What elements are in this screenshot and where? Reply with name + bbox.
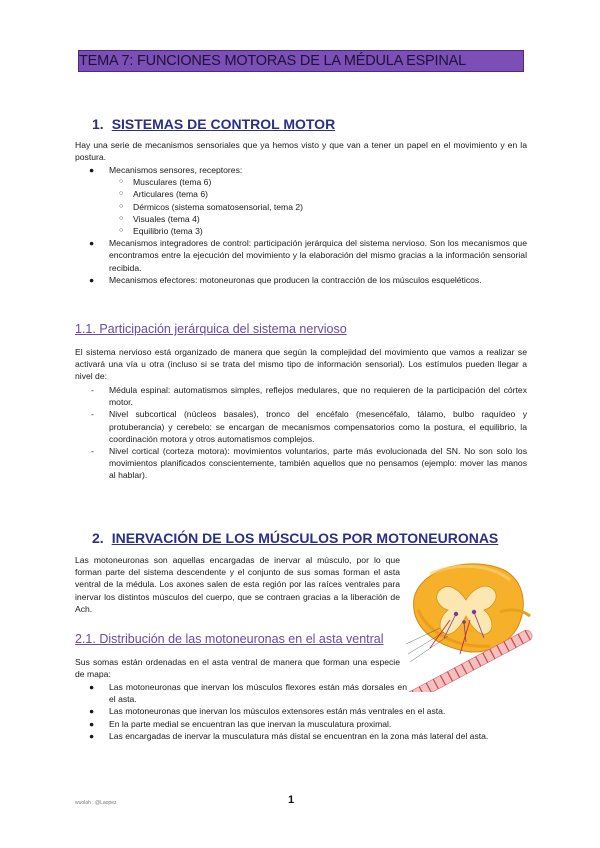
section-2-1-heading: 2.1. Distribución de las motoneuronas en el asta ventral bbox=[75, 632, 384, 646]
list-item bbox=[75, 237, 527, 274]
list-item-text: Dérmicos (sistema somatosensorial, tema 2) bbox=[133, 201, 304, 212]
section-2-heading bbox=[92, 530, 498, 546]
list-item-text: Nivel cortical (corteza motora): movimientos voluntarios, parte más evolucionada del SN. No son solo los movimientos planificados conscientemente, también aquellos que no pensamos (ejemplo: mover las manos al hablar). bbox=[109, 446, 527, 481]
section-1-heading bbox=[92, 116, 335, 132]
circle-bullet-icon: ○ bbox=[119, 202, 124, 210]
section-2-number: 2. bbox=[92, 530, 104, 546]
section-1-number: 1. bbox=[92, 116, 104, 132]
list-item-text: Equilibrio (tema 3) bbox=[133, 226, 203, 237]
circle-bullet-icon: ○ bbox=[119, 190, 124, 198]
section-2-title: INERVACIÓN DE LOS MÚSCULOS POR MOTONEURONAS bbox=[111, 530, 499, 546]
list-item-text: Las encargadas de inervar la musculatura más distal se encuentran en la zona más lateral del asta. bbox=[109, 730, 489, 741]
list-item bbox=[109, 213, 527, 225]
bullet-icon: ● bbox=[89, 706, 95, 717]
list-item bbox=[75, 705, 527, 717]
bullet-icon: ● bbox=[89, 730, 95, 741]
list-item bbox=[109, 201, 527, 213]
list-item-text: Las motoneuronas que inervan los músculos extensores están más ventrales en el asta. bbox=[109, 706, 446, 717]
bullet-icon: ● bbox=[89, 274, 95, 285]
bullet-icon: ● bbox=[89, 718, 95, 729]
circle-bullet-icon: ○ bbox=[119, 227, 124, 235]
page-number: 1 bbox=[288, 794, 295, 806]
dash-bullet-icon: - bbox=[91, 409, 94, 420]
list-item bbox=[109, 176, 527, 188]
list-item bbox=[75, 274, 527, 286]
list-item bbox=[75, 718, 527, 730]
list-item bbox=[75, 445, 527, 482]
circle-bullet-icon: ○ bbox=[119, 178, 124, 186]
circle-bullet-icon: ○ bbox=[119, 214, 124, 222]
section-1-1-dash-list bbox=[75, 384, 527, 482]
section-1-1-intro: El sistema nervioso está organizado de manera que según la complejidad del movimiento que vamos a realizar se activará una vía u otra (incluso si se trata del mismo tipo de información sensorial). Los estímulos pueden llegar a nivel de: bbox=[75, 347, 527, 382]
spinal-cord-illustration bbox=[400, 550, 534, 692]
list-item-text: Musculares (tema 6) bbox=[133, 177, 212, 188]
list-item bbox=[75, 384, 527, 408]
section-1-1-heading: 1.1. Participación jerárquica del sistema nervioso bbox=[75, 322, 347, 336]
dash-bullet-icon: - bbox=[91, 446, 94, 457]
document-title: TEMA 7: FUNCIONES MOTORAS DE LA MÉDULA ESPINAL bbox=[78, 50, 524, 72]
list-item-text: Articulares (tema 6) bbox=[133, 189, 208, 200]
list-item bbox=[75, 730, 527, 742]
section-2-intro: Las motoneuronas son aquellas encargadas de inervar al músculo, por lo que forman parte del sistema descendente y el conjunto de sus somas forman el asta ventral de la médula. Los axones salen de esta región por las raíces ventrales para inervar los distintos músculos del cuerpo, que se contraen gracias a la liberación de Ach. bbox=[75, 555, 400, 614]
list-item-text: Mecanismos sensores, receptores: bbox=[109, 165, 243, 175]
list-item bbox=[109, 225, 527, 237]
bullet-icon: ● bbox=[89, 238, 95, 249]
list-item-text: Nivel subcortical (núcleos basales), tronco del encéfalo (mesencéfalo, tálamo, bulbo raquídeo y protuberancia) y cerebelo: se encargan de mecanismos compensatorios como la postura, el equilibrio, la coordinación motora y otros automatismos complejos. bbox=[109, 409, 527, 444]
section-2-1-intro: Sus somas están ordenadas en el asta ventral de manera que forman una especie de mapa: bbox=[75, 657, 400, 680]
list-item-text: En la parte medial se encuentran las que inervan la musculatura proximal. bbox=[109, 718, 392, 729]
section-1-title: SISTEMAS DE CONTROL MOTOR bbox=[111, 116, 336, 132]
bullet-icon: ● bbox=[89, 682, 95, 692]
list-item bbox=[75, 408, 527, 445]
receptor-sublist bbox=[109, 176, 527, 237]
section-1-intro: Hay una serie de mecanismos sensoriales que ya hemos visto y que van a tener un papel en el movimiento y en la postura. bbox=[75, 140, 527, 163]
dash-bullet-icon: - bbox=[91, 385, 94, 395]
bullet-icon: ● bbox=[89, 165, 95, 175]
list-item bbox=[109, 188, 527, 200]
list-item-text: Las motoneuronas que inervan los músculos flexores están más dorsales en el asta. bbox=[109, 682, 407, 705]
section-1-bullet-list bbox=[75, 164, 527, 286]
list-item-text: Mecanismos efectores: motoneuronas que producen la contracción de los músculos esqueléticos. bbox=[109, 274, 482, 285]
list-item bbox=[75, 164, 527, 237]
list-item-text: Mecanismos integradores de control: participación jerárquica del sistema nervioso. Son los mecanismos que encontramos entre la ejecución del movimiento y la elaboración del mismo gracias a la información sensorial recibida. bbox=[109, 238, 527, 273]
list-item-text: Médula espinal: automatismos simples, reflejos medulares, que no requieren de la participación del córtex motor. bbox=[109, 385, 527, 408]
list-item bbox=[75, 681, 407, 705]
footer-watermark: wuolah : @Laopez bbox=[75, 800, 117, 806]
list-item-text: Visuales (tema 4) bbox=[133, 213, 200, 224]
